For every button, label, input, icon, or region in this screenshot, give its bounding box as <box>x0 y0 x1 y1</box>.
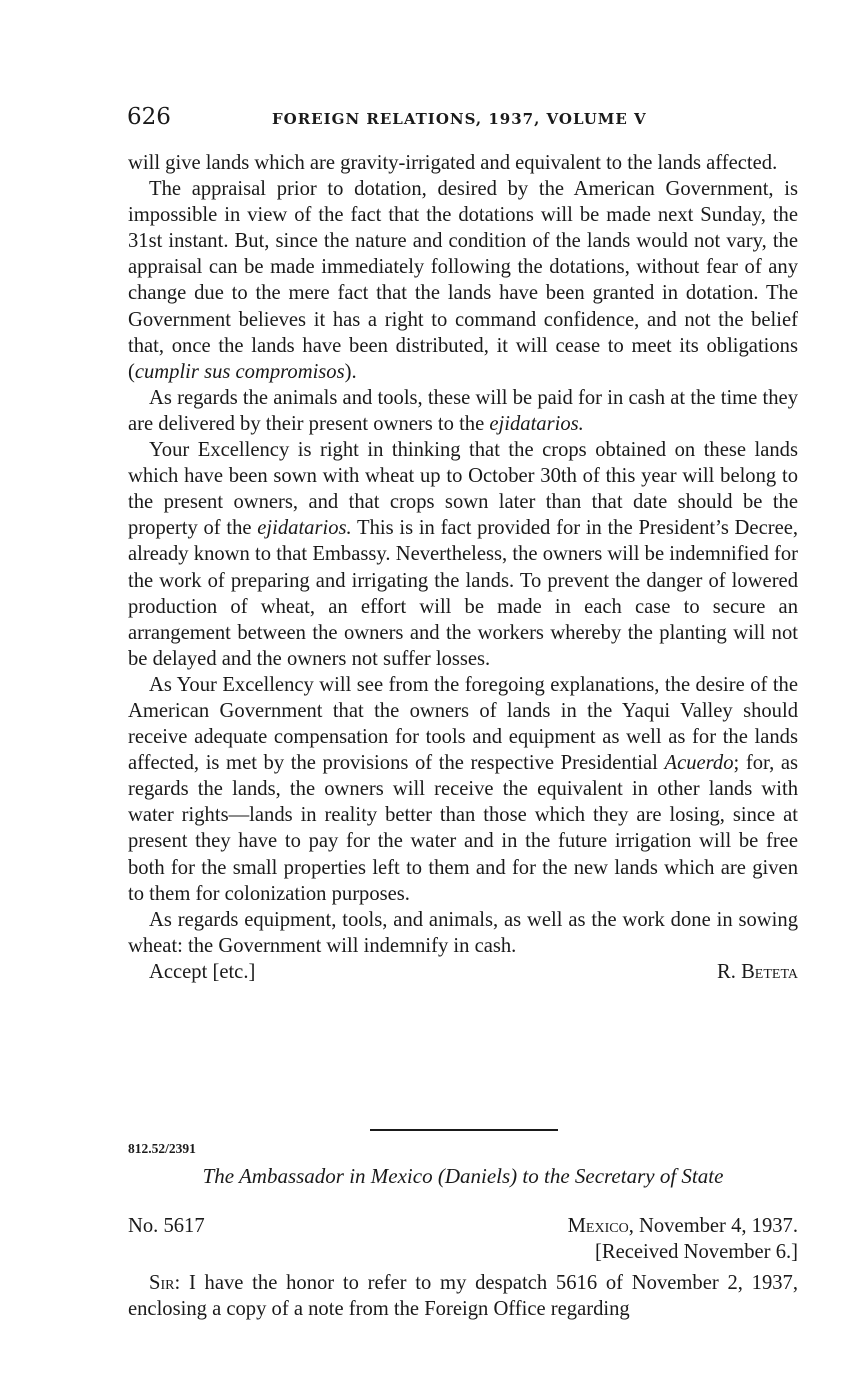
title-name: Daniels <box>444 1164 511 1188</box>
despatch-number: No. 5617 <box>128 1215 205 1237</box>
opening-text: : I have the honor to refer to my despatch 5616 of November 2, 1937, enclosing a copy of a note from the Foreign Office regarding <box>128 1272 798 1321</box>
paragraph-equipment: As regards equipment, tools, and animals, as well as the work done in sowing wheat: the Government will indemnify in cash. <box>128 908 798 957</box>
paragraph-text: As regards the animals and tools, these will be paid for in cash at the time they are delivered by their present owners to the <box>128 386 798 435</box>
italic-term: ejidatarios. <box>489 412 584 435</box>
italic-term: Acuerdo <box>664 752 734 775</box>
paragraph-explanations <box>128 672 798 907</box>
paragraph-text: The appraisal prior to dotation, desired by the American Government, is impossible in view of the fact that the dotations will be made next Sunday, the 31st instant. But, since the nature and condition of the lands would not vary, the appraisal can be made immediately following the dotations, without fear of any change due to the mere fact that the lands have been granted in dotation. The Government believes it has a right to command confidence, and not the belief that, once the lands have been distributed, it will cease to meet its obligations ( <box>128 178 798 383</box>
italic-term: cumplir sus compromisos <box>134 360 345 383</box>
document-title <box>128 1164 798 1189</box>
salutation: Sir <box>149 1272 175 1294</box>
paragraph-text: ; for, as regards the lands, the owners will receive the equivalent in other lands with water rights—lands in reality better than those which they are losing, since at present they have to pay for the water and in the future irrigation will be free both for the small properties left to them and for the new lands which are given to them for colonization purposes. <box>128 752 798 905</box>
italic-term: ejidatarios. <box>257 517 352 540</box>
closing: Accept [etc.] <box>149 960 256 983</box>
title-part: ) to the Secretary of State <box>510 1164 724 1188</box>
paragraph-crops <box>128 437 798 672</box>
running-head: FOREIGN RELATIONS, 1937, VOLUME V <box>272 110 647 128</box>
title-part: The Ambassador in Mexico ( <box>202 1164 445 1188</box>
paragraph-text: As Your Excellency will see from the foregoing explanations, the desire of the American Government that the owners of lands in the Yaqui Valley should receive adequate compensation for tools and equipment as well as for the lands affected, is met by the provisions of the respective Presidential <box>128 673 798 775</box>
document-meta <box>128 1213 798 1265</box>
paragraph-text: ). <box>344 360 357 383</box>
paragraph-continuation: will give lands which are gravity-irrigated and equivalent to the lands affected. <box>128 152 778 174</box>
paragraph-text: This is in fact provided for in the President’s Decree, already known to that Embassy. Nevertheless, the owners will be indemnified for the work of preparing and irrigating the lands. To prevent the danger of lowered production of wheat, an effort will be made in each case to secure an arrangement between the owners and the workers whereby the planting will not be delayed and the owners not suffer losses. <box>128 517 798 670</box>
date: , November 4, 1937. <box>628 1215 798 1237</box>
page-header <box>127 104 797 134</box>
opening-paragraph <box>128 1270 798 1322</box>
paragraph-animals <box>128 385 798 437</box>
paragraph-text: Your Excellency is right in thinking that the crops obtained on these lands which have been sown with wheat up to October 30th of this year will belong to the present owners, and that crops sown later than that date should be the property of the <box>128 439 798 540</box>
letter-opening <box>128 1270 798 1322</box>
received-note: [Received November 6.] <box>595 1241 798 1264</box>
signer: R. Beteta <box>717 960 798 983</box>
file-reference: 812.52/2391 <box>128 1141 196 1156</box>
meta-row <box>128 1213 798 1239</box>
place-date <box>568 1213 798 1239</box>
section-divider <box>370 1129 558 1131</box>
place: Mexico <box>567 1215 629 1237</box>
paragraph-appraisal <box>128 176 798 385</box>
letter-body <box>128 150 798 985</box>
page-number: 626 <box>127 104 171 130</box>
signoff <box>128 959 798 985</box>
